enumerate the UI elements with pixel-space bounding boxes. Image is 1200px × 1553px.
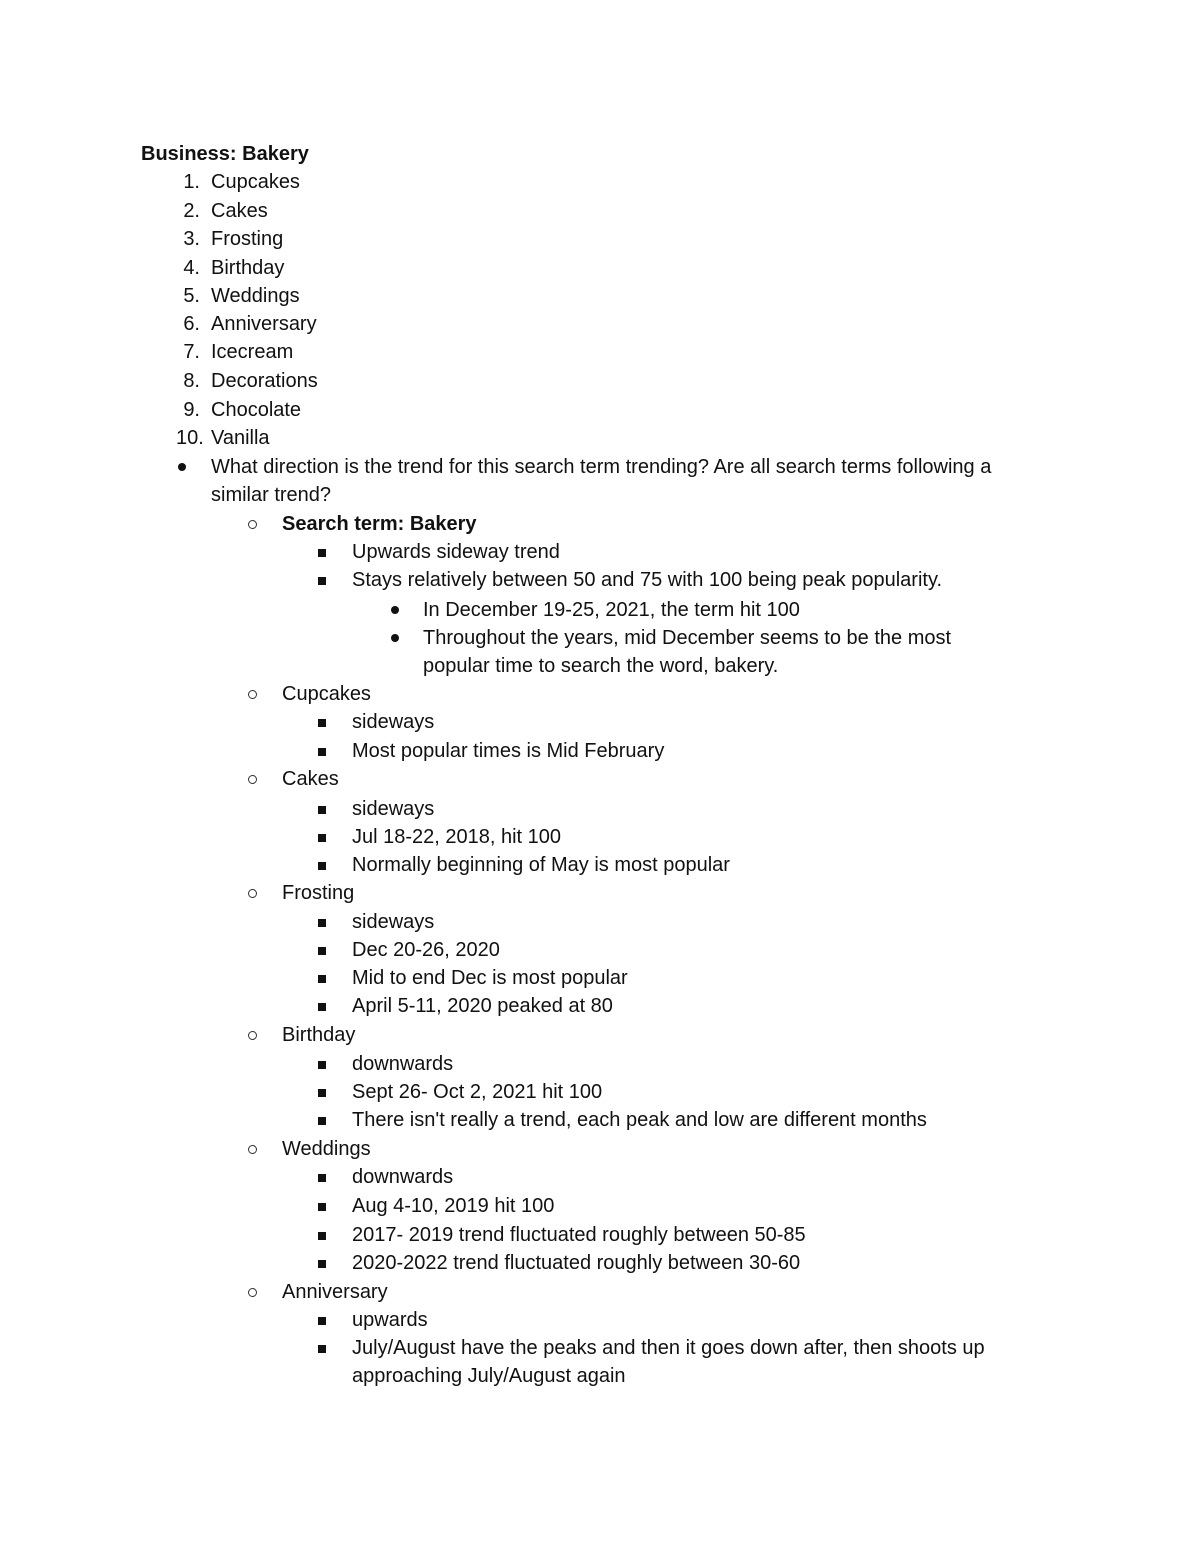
list-text: Weddings <box>211 285 300 307</box>
term-label: Cakes <box>282 768 339 790</box>
term-label: Anniversary <box>282 1281 388 1303</box>
list-text: Vanilla <box>211 427 270 449</box>
sub-point-text: popular time to search the word, bakery. <box>423 655 779 677</box>
square-bullet-icon <box>318 1317 326 1325</box>
hollow-bullet-icon <box>248 889 257 898</box>
point-text: Dec 20-26, 2020 <box>352 939 500 961</box>
square-bullet-icon <box>318 748 326 756</box>
point-text: Most popular times is Mid February <box>352 740 665 762</box>
point-text: Jul 18-22, 2018, hit 100 <box>352 826 562 848</box>
point-text: There isn't really a trend, each peak and low are different months <box>352 1109 927 1131</box>
hollow-bullet-icon <box>248 1288 257 1297</box>
point-text: April 5-11, 2020 peaked at 80 <box>352 995 613 1017</box>
square-bullet-icon <box>318 1003 326 1011</box>
list-number: 3. <box>183 228 200 250</box>
square-bullet-icon <box>318 549 326 557</box>
square-bullet-icon <box>318 975 326 983</box>
list-number: 8. <box>183 370 200 392</box>
bullet-icon <box>178 463 186 471</box>
square-bullet-icon <box>318 1061 326 1069</box>
point-text: Mid to end Dec is most popular <box>352 967 628 989</box>
list-text: Anniversary <box>211 313 317 335</box>
hollow-bullet-icon <box>248 1145 257 1154</box>
square-bullet-icon <box>318 806 326 814</box>
list-number: 6. <box>183 313 200 335</box>
point-text: Stays relatively between 50 and 75 with 100 being peak popularity. <box>352 569 943 591</box>
square-bullet-icon <box>318 919 326 927</box>
list-number: 4. <box>183 257 200 279</box>
square-bullet-icon <box>318 1117 326 1125</box>
square-bullet-icon <box>318 577 326 585</box>
term-label: Cupcakes <box>282 683 371 705</box>
point-text: upwards <box>352 1309 428 1331</box>
list-text: Cupcakes <box>211 171 300 193</box>
sub-point-text: In December 19-25, 2021, the term hit 100 <box>423 599 800 621</box>
list-number: 2. <box>183 200 200 222</box>
hollow-bullet-icon <box>248 520 257 529</box>
point-text: sideways <box>352 911 435 933</box>
point-text: July/August have the peaks and then it goes down after, then shoots up <box>352 1337 985 1359</box>
square-bullet-icon <box>318 1345 326 1353</box>
square-bullet-icon <box>318 1174 326 1182</box>
list-text: Frosting <box>211 228 284 250</box>
sub-point-text: Throughout the years, mid December seems to be the most <box>423 627 952 649</box>
square-bullet-icon <box>318 719 326 727</box>
point-text: Normally beginning of May is most popular <box>352 854 730 876</box>
hollow-bullet-icon <box>248 775 257 784</box>
hollow-bullet-icon <box>248 1031 257 1040</box>
point-text: downwards <box>352 1166 454 1188</box>
square-bullet-icon <box>318 1260 326 1268</box>
point-text: Sept 26- Oct 2, 2021 hit 100 <box>352 1081 603 1103</box>
term-label: Birthday <box>282 1024 356 1046</box>
list-text: Cakes <box>211 200 268 222</box>
list-number: 5. <box>183 285 200 307</box>
square-bullet-icon <box>318 834 326 842</box>
question-text: similar trend? <box>211 484 332 506</box>
list-number: 7. <box>183 341 200 363</box>
term-label: Weddings <box>282 1138 371 1160</box>
list-text: Birthday <box>211 257 285 279</box>
point-text: Upwards sideway trend <box>352 541 560 563</box>
question-text: What direction is the trend for this search term trending? Are all search terms following a <box>211 456 992 478</box>
square-bullet-icon <box>318 1232 326 1240</box>
point-text: sideways <box>352 798 435 820</box>
point-text: sideways <box>352 711 435 733</box>
square-bullet-icon <box>318 1089 326 1097</box>
square-bullet-icon <box>318 947 326 955</box>
list-number: 1. <box>183 171 200 193</box>
point-text: 2017- 2019 trend fluctuated roughly between 50-85 <box>352 1224 806 1246</box>
square-bullet-icon <box>318 862 326 870</box>
list-text: Icecream <box>211 341 294 363</box>
list-text: Decorations <box>211 370 318 392</box>
list-number: 9. <box>183 399 200 421</box>
bullet-icon <box>391 634 399 642</box>
point-text: 2020-2022 trend fluctuated roughly between 30-60 <box>352 1252 801 1274</box>
bullet-icon <box>391 606 399 614</box>
square-bullet-icon <box>318 1203 326 1211</box>
point-text: approaching July/August again <box>352 1365 626 1387</box>
point-text: Aug 4-10, 2019 hit 100 <box>352 1195 555 1217</box>
point-text: downwards <box>352 1053 454 1075</box>
list-number: 10. <box>176 427 204 449</box>
page-heading: Business: Bakery <box>141 143 309 165</box>
list-text: Chocolate <box>211 399 302 421</box>
term-label: Frosting <box>282 882 355 904</box>
term-label: Search term: Bakery <box>282 513 477 535</box>
hollow-bullet-icon <box>248 690 257 699</box>
